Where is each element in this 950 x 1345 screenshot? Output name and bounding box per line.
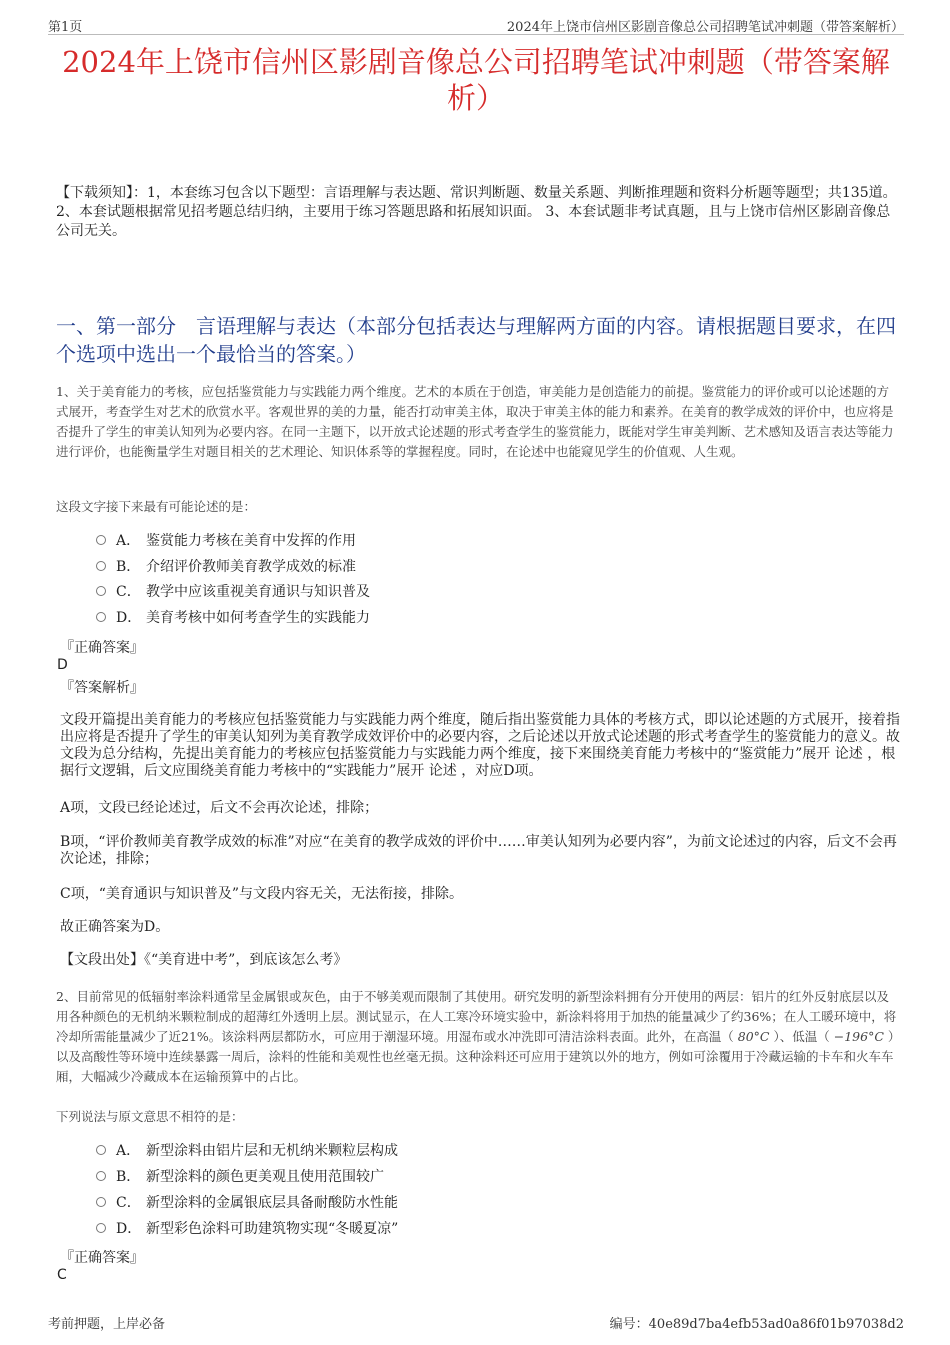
header-doc-title: 2024年上饶市信州区影剧音像总公司招聘笔试冲刺题（带答案解析） <box>506 20 904 35</box>
q2-option-d[interactable]: D． 新型彩色涂料可助建筑物实现“冬暖夏凉” <box>96 1218 398 1240</box>
page-footer <box>48 1313 904 1332</box>
radio-icon[interactable] <box>96 612 106 622</box>
radio-icon[interactable] <box>96 586 106 596</box>
q1-passage: 1、关于美育能力的考核，应包括鉴赏能力与实践能力两个维度。艺术的本质在于创造，审美能力是创造能力的前提。鉴赏能力的评价或可以论述题的方式展开，考查学生对艺术的欣赏水平。客观世界的美的力量，能否打动审美主体，取决于审美主体的能力和素养。在美育的教学成效的评价中，也应将是否提升了学生的审美认知列为必要内容。在同一主题下，以开放式论述题的形式考查学生的鉴赏能力，既能对学生审美判断、艺术感知及语言表达等能力进行评价，也能衡量学生对题目相关的艺术理论、知识体系等的掌握程度。同时，在论述中也能窥见学生的价值观、人生观。 <box>56 384 894 459</box>
q1-analysis-main: 文段开篇提出美育能力的考核应包括鉴赏能力与实践能力两个维度，随后指出鉴赏能力具体的考核方式，即以论述题的方式展开，接着指出应将是否提升了学生的审美认知列为美育教学成效评价中的必要内容，之后论述以开放式论述题的形式考查学生的鉴赏能力的意义。故文段为总分结构，先提出美育能力的考核应包括鉴赏能力与实践能力两个维度，接下来围绕美育能力考核中的“鉴赏能力”展开 论述 ，根据行文逻辑，后文应围绕美育能力考核中的“实践能力”展开 论述 ，对应D项。 <box>60 712 900 779</box>
q2-ask: 下列说法与原文意思不相符的是： <box>56 1109 244 1124</box>
download-notice: 【下载须知】：1，本套练习包含以下题型：言语理解与表达题、常识判断题、数量关系题、判断推理题和资料分析题等题型；共135道。 2、本套试题根据常见招考题总结归纳，主要用于练习答题思路和拓展知识面。 3、本套试题非考试真题，且与上饶市信州区影剧音像总公司无关。 <box>56 185 897 239</box>
section-heading: 一、第一部分 言语理解与表达（本部分包括表达与理解两方面的内容。请根据题目要求，在四个选项中选出一个最恰当的答案。） <box>56 314 896 366</box>
q1-answer-label: 『正确答案』 <box>60 640 144 656</box>
doc-title: 2024年上饶市信州区影剧音像总公司招聘笔试冲刺题（带答案解析） <box>62 45 890 115</box>
q1-option-d[interactable]: D． 美育考核中如何考查学生的实践能力 <box>96 607 370 629</box>
page-number: 第1页 <box>48 20 83 35</box>
radio-icon[interactable] <box>96 1145 106 1155</box>
page-header <box>48 14 904 35</box>
temp-high: 80°C <box>737 1029 770 1044</box>
footer-doc-id: 编号：40e89d7ba4efb53ad0a86f01b97038d2 <box>609 1317 904 1332</box>
radio-icon[interactable] <box>96 1171 106 1181</box>
q1-option-c[interactable]: C． 教学中应该重视美育通识与知识普及 <box>96 581 370 603</box>
q1-analysis-b: B项，“评价教师美育教学成效的标准”对应“在美育的教学成效的评价中……审美认知列为必要内容”，为前文论述过的内容，后文不会再次论述，排除； <box>60 834 897 867</box>
q1-ask: 这段文字接下来最有可能论述的是： <box>56 499 257 514</box>
radio-icon[interactable] <box>96 535 106 545</box>
q2-answer: C <box>57 1267 67 1283</box>
footer-slogan: 考前押题，上岸必备 <box>48 1317 166 1332</box>
q2-answer-label: 『正确答案』 <box>60 1250 144 1266</box>
q1-option-b[interactable]: B． 介绍评价教师美育教学成效的标准 <box>96 556 356 578</box>
q1-analysis-conclusion: 故正确答案为D。 <box>60 919 170 935</box>
q1-analysis-label: 『答案解析』 <box>60 680 144 696</box>
radio-icon[interactable] <box>96 1197 106 1207</box>
q2-option-a[interactable]: A． 新型涂料由铝片层和无机纳米颗粒层构成 <box>96 1140 398 1162</box>
q1-analysis-c: C项，“美育通识与知识普及”与文段内容无关，无法衔接，排除。 <box>60 886 464 902</box>
q1-source: 【文段出处】《“美育进中考”，到底该怎么考》 <box>60 952 348 968</box>
temp-low: −196°C <box>833 1029 884 1044</box>
radio-icon[interactable] <box>96 561 106 571</box>
radio-icon[interactable] <box>96 1223 106 1233</box>
q2-option-c[interactable]: C． 新型涂料的金属银底层具备耐酸防水性能 <box>96 1192 398 1214</box>
q1-option-a[interactable]: A． 鉴赏能力考核在美育中发挥的作用 <box>96 530 356 552</box>
q1-answer: D <box>57 657 68 673</box>
q1-analysis-a: A项，文段已经论述过，后文不会再次论述，排除； <box>60 800 379 816</box>
q2-option-b[interactable]: B． 新型涂料的颜色更美观且使用范围较广 <box>96 1166 384 1188</box>
q2-passage: 2、目前常见的低辐射率涂料通常呈金属银或灰色，由于不够美观而限制了其使用。研究发明的新型涂料拥有分开使用的两层：铝片的红外反射底层以及用各种颜色的无机纳米颗粒制成的超薄红外透明上层。测试显示，在人工寒冷环境实验中，新涂料将用于加热的能量减少了约36%；在人工暖环境中，将冷却所需能量减少了近21%。该涂料两层都防水，可应用于潮湿环境。用湿布或水冲洗即可清洁涂料表面。此外，在高温（ 80°C ）、低温（ −196°C ）以及高酸性等环境中连续暴露一周后，涂料的性能和美观性也丝毫无损。这种涂料还可应用于建筑以外的地方，例如可涂覆用于冷藏运输的卡车和火车车厢，大幅减少冷藏成本在运输预算中的占比。 <box>56 989 897 1084</box>
